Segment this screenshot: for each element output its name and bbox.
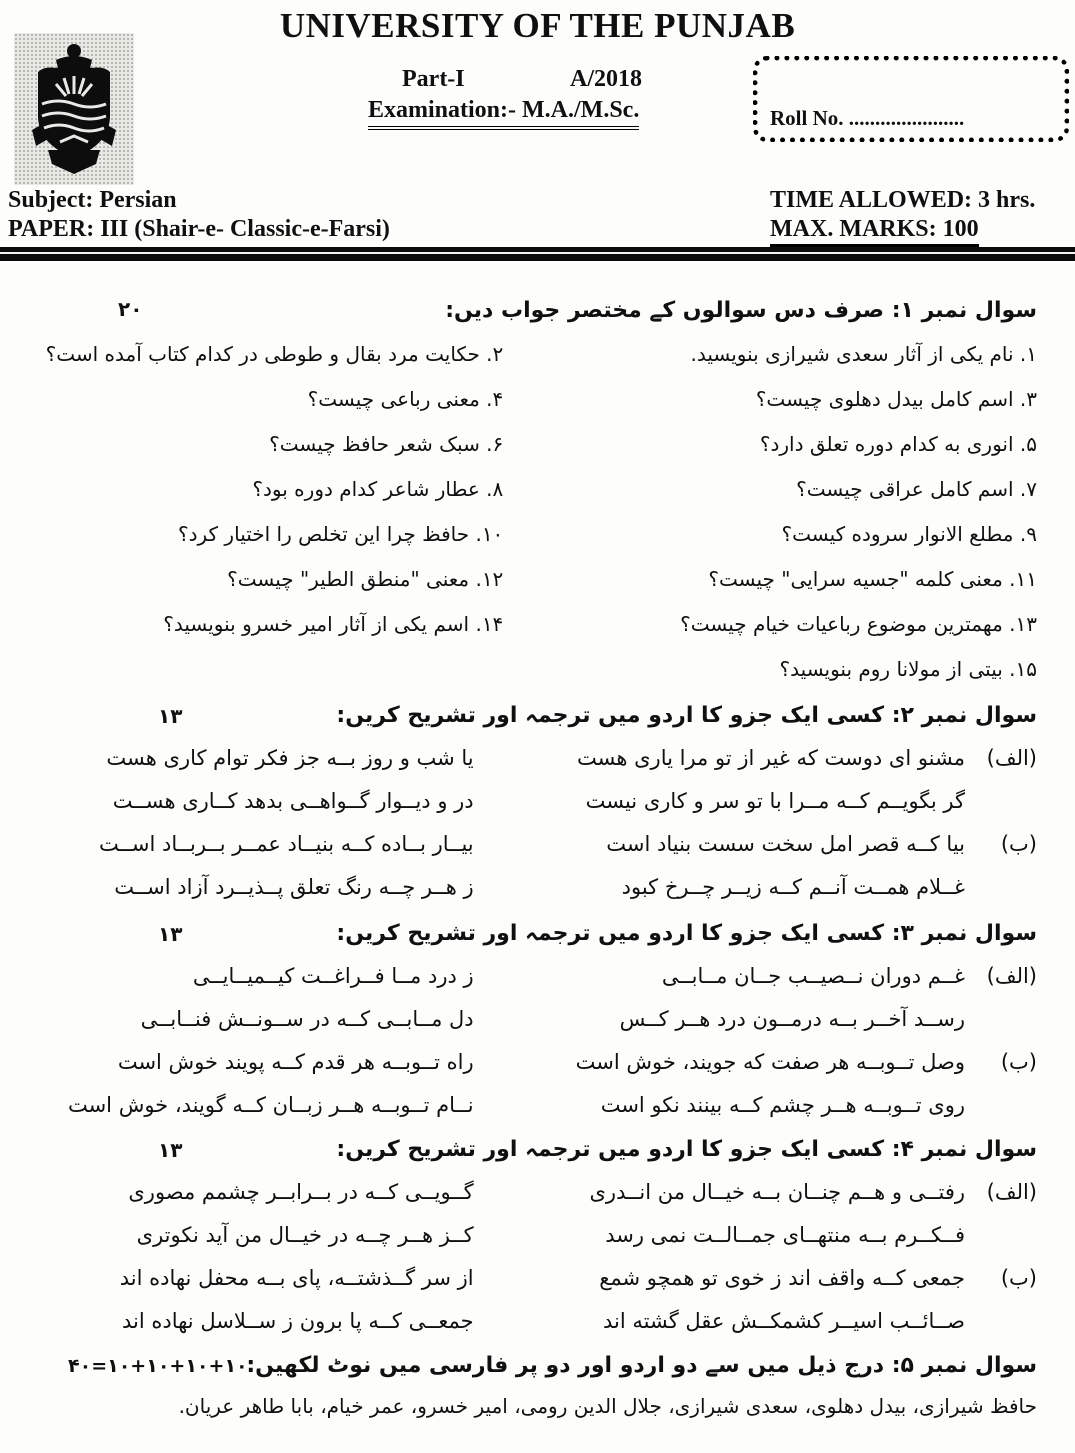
hemistich-second: راه تــوبــه هر قدم کــه پویند خوش است <box>117 1050 474 1074</box>
part-b-label: (ب) <box>1000 1266 1037 1290</box>
question-3-title: سوال نمبر ۳: کسی ایک جزو کا اردو میں ترجمہ اور تشریح کریں: <box>336 921 1037 946</box>
part-b-label: (ب) <box>1000 1050 1037 1074</box>
part-session-line <box>402 66 642 93</box>
question-3-verses <box>30 961 1037 1123</box>
q1-row <box>30 474 1037 505</box>
question-4-title: سوال نمبر ۴: کسی ایک جزو کا اردو میں ترجمہ اور تشریح کریں: <box>336 1137 1037 1162</box>
part-a-label: (الف) <box>986 1180 1037 1204</box>
question-1-section <box>30 294 1037 685</box>
q1-item-2: ۲. حکایت مرد بقال و طوطی در کدام کتاب آمده است؟ <box>45 342 504 366</box>
part-a-label: (الف) <box>986 746 1037 770</box>
verse-row <box>30 786 1037 819</box>
question-3-section <box>30 917 1037 1123</box>
max-marks-label: MAX. MARKS: 100 <box>770 216 979 247</box>
verse-row <box>30 1047 1037 1080</box>
q1-item-11: ۱۱. معنی کلمه "جسیه سرایی" چیست؟ <box>708 567 1037 591</box>
q1-item-15: ۱۵. بیتی از مولانا روم بنویسید؟ <box>779 657 1037 681</box>
hemistich-first: بیا کــه قصر امل سخت سست بنیاد است <box>606 832 965 856</box>
hemistich-second: در و دیــوار گــواهــی بدهد کــاری هســت <box>112 789 474 813</box>
hemistich-second: از سر گــذشتــه، پای بــه محفل نهاده اند <box>119 1266 474 1290</box>
hemistich-second: ز هــر چــه رنگ تعلق پــذیــرد آزاد اســت <box>114 875 474 899</box>
verse-row <box>30 1263 1037 1296</box>
q1-item-9: ۹. مطلع الانوار سروده کیست؟ <box>781 522 1037 546</box>
part-b-label: (ب) <box>1000 832 1037 856</box>
q1-item-14: ۱۴. اسم یکی از آثار امیر خسرو بنویسید؟ <box>163 612 504 636</box>
hemistich-second: کــز هــر چــه در خیــال من آید نکوتری <box>136 1223 474 1247</box>
question-5-marks: ۴۰=۱۰+۱۰+۱۰+۱۰ <box>68 1355 248 1377</box>
hemistich-second: یا شب و روز بــه جز فکر توام کاری هست <box>106 746 474 770</box>
verse-row <box>30 829 1037 862</box>
session-label: A/2018 <box>570 66 642 92</box>
hemistich-second: نــام تــوبــه هــر زبــان کــه گویند، خوش است <box>67 1093 474 1117</box>
time-allowed-label: TIME ALLOWED: 3 hrs. <box>770 187 1036 213</box>
hemistich-first: گر بگویــم کــه مــرا با تو سر و کاری نیست <box>585 789 965 813</box>
q1-row <box>30 339 1037 370</box>
q1-item-8: ۸. عطار شاعر کدام دوره بود؟ <box>252 477 504 501</box>
q1-item-5: ۵. انوری به کدام دوره تعلق دارد؟ <box>759 432 1037 456</box>
question-1-title: سوال نمبر ۱: صرف دس سوالوں کے مختصر جواب دیں: <box>445 298 1037 323</box>
q1-item-3: ۳. اسم کامل بیدل دهلوی چیست؟ <box>755 387 1037 411</box>
hemistich-first: فــکــرم بــه منتهــای جمــالــت نمی رسد <box>605 1223 965 1247</box>
q1-item-13: ۱۳. مهمترین موضوع رباعیات خیام چیست؟ <box>680 612 1037 636</box>
hemistich-second: دل مــابــی کــه در ســونــش فنــابــی <box>140 1007 474 1031</box>
verse-row <box>30 743 1037 776</box>
paper-label: PAPER: III (Shair-e- Classic-e-Farsi) <box>8 216 390 242</box>
university-crest-logo <box>14 33 134 185</box>
question-2-title: سوال نمبر ۲: کسی ایک جزو کا اردو میں ترجمہ اور تشریح کریں: <box>336 703 1037 728</box>
examination-label: Examination:- M.A./M.Sc. <box>368 97 639 130</box>
hemistich-first: غــلام همــت آنــم کــه زیــر چــرخ کبود <box>621 875 965 899</box>
hemistich-first: رفتــی و هــم چنــان بــه خیــال من انــدری <box>589 1180 965 1204</box>
verse-row <box>30 961 1037 994</box>
question-4-section <box>30 1133 1037 1339</box>
crest-icon <box>26 42 122 176</box>
question-1-marks: ۲۰ <box>118 297 143 321</box>
q1-item-7: ۷. اسم کامل عراقی چیست؟ <box>796 477 1037 501</box>
question-3-marks: ۱۳ <box>158 922 183 946</box>
hemistich-first: روی تــوبــه هــر چشم کــه بینند نکو است <box>600 1093 965 1117</box>
hemistich-second: گــویــی کــه در بــرابــر چشمم مصوری <box>128 1180 474 1204</box>
question-4-verses <box>30 1177 1037 1339</box>
hemistich-second: ز درد مــا فــراغــت کیــمیــایــی <box>192 964 474 988</box>
q1-item-1: ۱. نام یکی از آثار سعدی شیرازی بنویسید. <box>690 342 1037 366</box>
poets-list: حافظ شیرازی، بیدل دهلوی، سعدی شیرازی، جلال الدین رومی، امیر خسرو، عمر خیام، بابا طاهر عریان. <box>178 1394 1037 1418</box>
question-2-marks: ۱۳ <box>158 704 183 728</box>
question-1-items <box>30 339 1037 685</box>
hemistich-second: جمعــی کــه پا برون ز ســلاسل نهاده اند <box>122 1309 474 1333</box>
question-body <box>30 294 1037 1422</box>
verse-row <box>30 1090 1037 1123</box>
q1-row <box>30 564 1037 595</box>
header-divider-rule <box>0 247 1075 263</box>
hemistich-first: وصل تــوبــه هر صفت که جویند، خوش است <box>575 1050 965 1074</box>
hemistich-first: صــائــب اسیــر کشمکــش عقل گشته اند <box>603 1309 965 1333</box>
verse-row <box>30 1306 1037 1339</box>
hemistich-second: بیــار بــاده کــه بنیــاد عمــر بــربــاد اســت <box>98 832 474 856</box>
q1-row <box>30 654 1037 685</box>
question-4-marks: ۱۳ <box>158 1138 183 1162</box>
question-2-verses <box>30 743 1037 905</box>
q1-item-12: ۱۲. معنی "منطق الطیر" چیست؟ <box>227 567 504 591</box>
question-2-section <box>30 699 1037 905</box>
q1-item-10: ۱۰. حافظ چرا این تخلص را اختیار کرد؟ <box>178 522 504 546</box>
q1-row <box>30 429 1037 460</box>
hemistich-first: مشنو ای دوست که غیر از تو مرا یاری هست <box>577 746 965 770</box>
part-label: Part-I <box>402 66 465 92</box>
verse-row <box>30 872 1037 905</box>
q1-item-empty <box>30 654 503 685</box>
hemistich-first: رســد آخــر بــه درمــون درد هــر کــس <box>619 1007 965 1031</box>
roll-no-box <box>753 56 1069 142</box>
question-5-title: سوال نمبر ۵: درج ذیل میں سے دو اردو اور دو پر فارسی میں نوٹ لکھیں: <box>246 1353 1037 1378</box>
verse-row <box>30 1004 1037 1037</box>
q1-row <box>30 609 1037 640</box>
question-5-section <box>30 1349 1037 1422</box>
subject-label: Subject: Persian <box>8 187 177 213</box>
q1-item-4: ۴. معنی رباعی چیست؟ <box>307 387 504 411</box>
q1-item-6: ۶. سبک شعر حافظ چیست؟ <box>269 432 504 456</box>
hemistich-first: جمعی کــه واقف اند ز خوی تو همچو شمع <box>599 1266 965 1290</box>
verse-row <box>30 1220 1037 1253</box>
hemistich-first: غــم دوران نــصیــب جــان مــابــی <box>661 964 965 988</box>
university-title: UNIVERSITY OF THE PUNJAB <box>279 6 796 45</box>
roll-no-label: Roll No. ...................... <box>770 106 965 130</box>
part-a-label: (الف) <box>986 964 1037 988</box>
verse-row <box>30 1177 1037 1210</box>
q1-row <box>30 384 1037 415</box>
q1-row <box>30 519 1037 550</box>
